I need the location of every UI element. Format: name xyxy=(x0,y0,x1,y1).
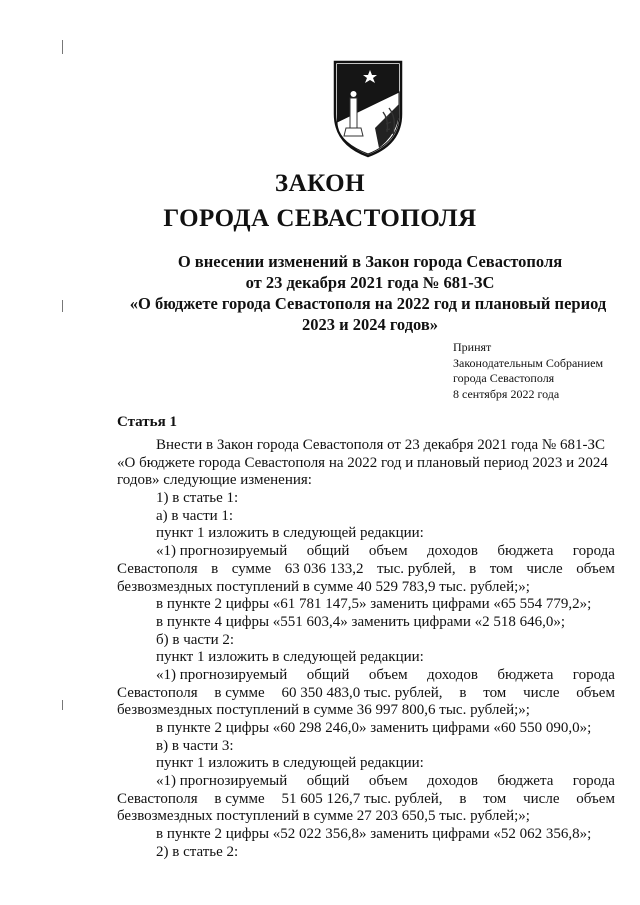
accepted-line: Принят xyxy=(453,340,492,354)
justified-line: «1) прогнозируемый общий объем доходов бюджета города xyxy=(156,543,615,560)
paragraph-line: в пункте 4 цифры «551 603,4» заменить цифрами «2 518 646,0»; xyxy=(156,613,566,630)
accepted-line: города Севастополя xyxy=(453,371,555,385)
paragraph-line: Внести в Закон города Севастополя от 23 декабря 2021 года № 681-ЗС xyxy=(156,437,605,453)
list-item-1: 1) в статье 1: xyxy=(156,490,239,507)
justified-line: Севастополя в сумме 60 350 483,0 тыс. рублей, в том числе объем xyxy=(117,684,615,701)
paragraph-line: пункт 1 изложить в следующей редакции: xyxy=(156,649,424,666)
scan-speck xyxy=(62,40,63,54)
article-heading: Статья 1 xyxy=(117,414,177,430)
justified-line: «1) прогнозируемый общий объем доходов бюджета города xyxy=(156,666,615,683)
justified-line: Севастополя в сумме 63 036 133,2 тыс. рублей, в том числе объем xyxy=(117,560,615,577)
paragraph-line: «О бюджете города Севастополя на 2022 год и плановый период 2023 и 2024 xyxy=(117,454,608,471)
subtitle-line: от 23 декабря 2021 года № 681-ЗС xyxy=(245,273,495,292)
document-title-line1: ЗАКОН xyxy=(274,170,366,197)
accepted-block xyxy=(453,340,603,402)
justified-line: «1) прогнозируемый общий объем доходов бюджета города xyxy=(156,773,615,790)
scan-speck xyxy=(62,300,63,312)
paragraph-line: пункт 1 изложить в следующей редакции: xyxy=(156,525,424,542)
scan-speck xyxy=(62,700,63,710)
part-a: а) в части 1: xyxy=(156,507,234,524)
accepted-line: Законодательным Собранием xyxy=(453,355,604,370)
paragraph-line: безвозмездных поступлений в сумме 36 997 800,6 тыс. рублей;»; xyxy=(117,702,530,719)
subtitle-line: 2023 и 2024 годов» xyxy=(301,315,439,334)
paragraph-line: пункт 1 изложить в следующей редакции: xyxy=(156,755,424,772)
subtitle-line: О внесении изменений в Закон города Севастополя xyxy=(177,252,563,271)
document-title-line2: ГОРОДА СЕВАСТОПОЛЯ xyxy=(163,205,477,232)
paragraph-line: безвозмездных поступлений в сумме 27 203 650,5 тыс. рублей;»; xyxy=(117,808,530,825)
accepted-line: 8 сентября 2022 года xyxy=(453,386,560,401)
paragraph-line: годов» следующие изменения: xyxy=(117,472,312,489)
article-body xyxy=(117,437,615,862)
paragraph-line: в пункте 2 цифры «61 781 147,5» заменить цифрами «65 554 779,2»; xyxy=(156,596,592,613)
part-v: в) в части 3: xyxy=(156,737,234,754)
subtitle-line: «О бюджете города Севастополя на 2022 год и плановый период xyxy=(129,294,607,313)
justified-line: Севастополя в сумме 51 605 126,7 тыс. рублей, в том числе объем xyxy=(117,790,615,807)
part-b: б) в части 2: xyxy=(156,631,235,648)
list-item-2: 2) в статье 2: xyxy=(156,843,239,860)
coat-of-arms-emblem xyxy=(327,52,409,160)
paragraph-line: безвозмездных поступлений в сумме 40 529 783,9 тыс. рублей;»; xyxy=(117,578,530,595)
paragraph-line: в пункте 2 цифры «60 298 246,0» заменить цифрами «60 550 090,0»; xyxy=(156,720,592,736)
paragraph-line: в пункте 2 цифры «52 022 356,8» заменить цифрами «52 062 356,8»; xyxy=(156,826,592,843)
